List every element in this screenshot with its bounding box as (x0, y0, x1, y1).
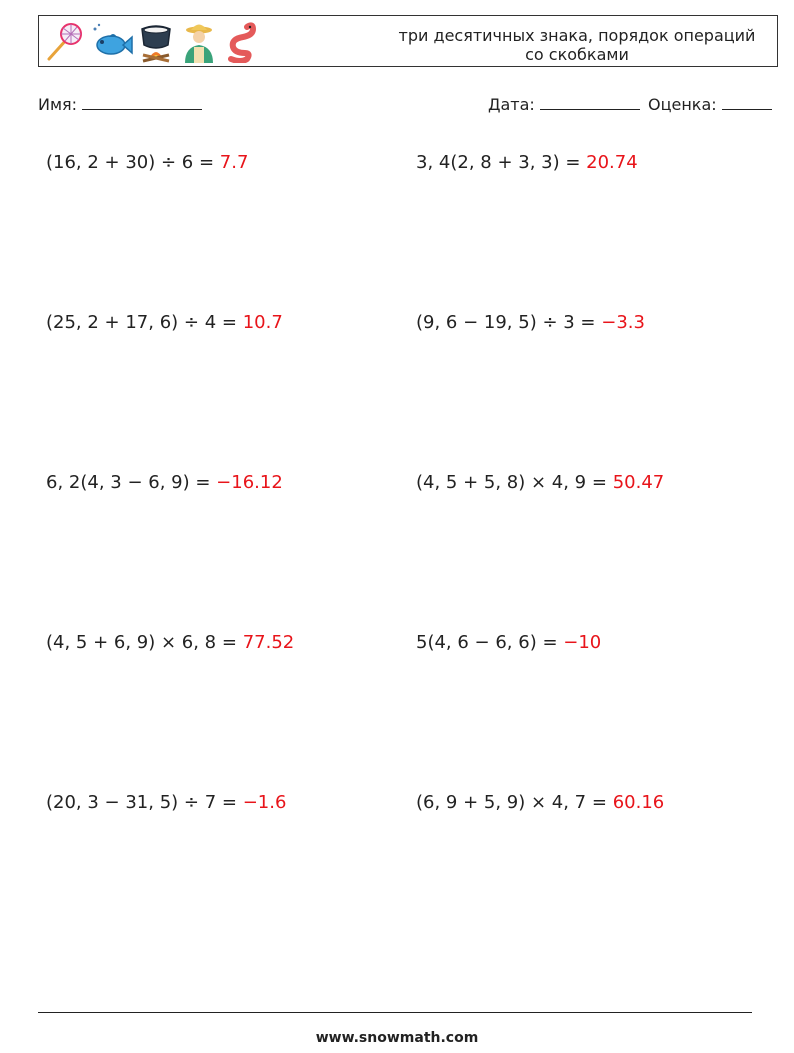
problem-expression: 3, 4(2, 8 + 3, 3) = (416, 152, 581, 173)
date-blank[interactable] (540, 95, 640, 110)
problem-answer: 20.74 (586, 152, 638, 173)
header-icons (45, 20, 257, 64)
date-label: Дата: (488, 95, 535, 114)
problem-answer: −3.3 (601, 312, 645, 333)
problem-expression: 5(4, 6 − 6, 6) = (416, 632, 558, 653)
problem-6 (416, 472, 664, 493)
grade-blank[interactable] (722, 95, 772, 110)
problem-expression: (9, 6 − 19, 5) ÷ 3 = (416, 312, 596, 333)
problem-2 (416, 152, 638, 173)
problem-expression: (4, 5 + 6, 9) × 6, 8 = (46, 632, 237, 653)
name-label: Имя: (38, 95, 78, 114)
header-box (38, 15, 778, 67)
problem-1 (46, 152, 248, 173)
name-blank[interactable] (82, 95, 202, 110)
footer-site[interactable]: www.snowmath.com (315, 1030, 479, 1046)
problem-3 (46, 312, 283, 333)
title-line-1: три десятичных знака, порядок операций (398, 26, 756, 45)
problem-answer: 60.16 (612, 792, 665, 813)
problem-answer: 77.52 (242, 632, 295, 653)
problem-7 (46, 632, 294, 653)
problem-answer: −1.6 (242, 792, 287, 813)
problem-expression: (20, 3 − 31, 5) ÷ 7 = (46, 792, 237, 813)
problem-expression: (4, 5 + 5, 8) × 4, 9 = (416, 472, 607, 493)
footer-divider (38, 1012, 752, 1013)
name-field (38, 95, 202, 114)
problem-answer: 7.7 (219, 152, 249, 173)
problem-answer: −10 (563, 632, 602, 653)
worm-icon (223, 21, 257, 63)
date-field (488, 95, 640, 114)
fish-icon (89, 21, 133, 63)
problem-4 (416, 312, 645, 333)
problem-expression: (25, 2 + 17, 6) ÷ 4 = (46, 312, 237, 333)
problem-answer: 10.7 (242, 312, 283, 333)
grade-field (648, 95, 772, 114)
fisherman-icon (179, 21, 219, 63)
problem-answer: −16.12 (216, 472, 283, 493)
problem-answer: 50.47 (612, 472, 665, 493)
problem-expression: (6, 9 + 5, 9) × 4, 7 = (416, 792, 607, 813)
problem-5 (46, 472, 283, 493)
butterfly-net-icon (45, 21, 85, 63)
grade-label: Оценка: (648, 95, 717, 114)
campfire-pot-icon (137, 21, 175, 63)
worksheet-title (387, 26, 767, 64)
problem-10 (416, 792, 664, 813)
problem-expression: (16, 2 + 30) ÷ 6 = (46, 152, 215, 173)
problem-expression: 6, 2(4, 3 − 6, 9) = (46, 472, 211, 493)
title-line-2: со скобками (525, 45, 629, 64)
problem-8 (416, 632, 601, 653)
problem-9 (46, 792, 286, 813)
